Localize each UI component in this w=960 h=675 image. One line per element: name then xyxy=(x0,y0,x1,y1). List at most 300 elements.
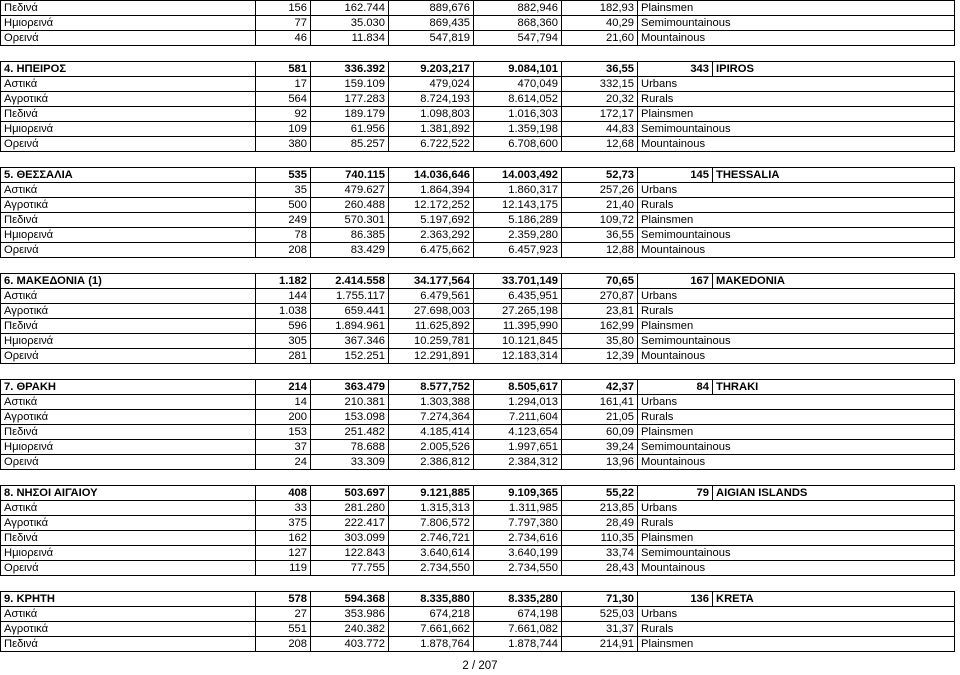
cell-population: 251.482 xyxy=(311,425,389,440)
cell-name: Αστικά xyxy=(1,289,256,304)
cell-area-agri: 2.734,550 xyxy=(474,561,562,576)
cell-population: 152.251 xyxy=(311,349,389,364)
cell-area-agri: 11.395,990 xyxy=(474,319,562,334)
cell-en: AIGIAN ISLANDS xyxy=(713,486,955,501)
cell-area-agri: 10.121,845 xyxy=(474,334,562,349)
cell-count: 578 xyxy=(256,592,311,607)
cell-name: Ημιορεινά xyxy=(1,16,256,31)
cell-area-total: 2.386,812 xyxy=(389,455,474,470)
cell-population: 2.414.558 xyxy=(311,274,389,289)
cell-area-agri: 6.435,951 xyxy=(474,289,562,304)
cell-en: Urbans xyxy=(638,183,955,198)
cell-name: Αγροτικά xyxy=(1,622,256,637)
cell-count: 535 xyxy=(256,168,311,183)
cell-en: Semimountainous xyxy=(638,16,955,31)
cell-count: 109 xyxy=(256,122,311,137)
table-row xyxy=(1,455,955,470)
cell-name: Ορεινά xyxy=(1,31,256,46)
cell-density: 71,30 xyxy=(562,592,638,607)
cell-population: 77.755 xyxy=(311,561,389,576)
cell-area-agri: 1.294,013 xyxy=(474,395,562,410)
cell-en: Rurals xyxy=(638,198,955,213)
cell-count: 249 xyxy=(256,213,311,228)
cell-count: 500 xyxy=(256,198,311,213)
region-header-row xyxy=(1,592,955,607)
table-row xyxy=(1,334,955,349)
cell-code: 343 xyxy=(638,62,713,77)
cell-area-agri: 3.640,199 xyxy=(474,546,562,561)
cell-area-agri: 1.878,744 xyxy=(474,637,562,652)
cell-area-agri: 470,049 xyxy=(474,77,562,92)
cell-density: 31,37 xyxy=(562,622,638,637)
cell-name: 7. ΘΡΑΚΗ xyxy=(1,380,256,395)
cell-area-agri: 882,946 xyxy=(474,1,562,16)
cell-name: Πεδινά xyxy=(1,107,256,122)
cell-en: Rurals xyxy=(638,410,955,425)
cell-area-total: 7.274,364 xyxy=(389,410,474,425)
table-row xyxy=(1,349,955,364)
cell-density: 525,03 xyxy=(562,607,638,622)
cell-code: 84 xyxy=(638,380,713,395)
cell-area-total: 14.036,646 xyxy=(389,168,474,183)
cell-en: Plainsmen xyxy=(638,637,955,652)
cell-en: Plainsmen xyxy=(638,213,955,228)
cell-population: 1.755.117 xyxy=(311,289,389,304)
cell-en: Mountainous xyxy=(638,31,955,46)
cell-name: Αγροτικά xyxy=(1,92,256,107)
table-row xyxy=(1,243,955,258)
cell-density: 12,68 xyxy=(562,137,638,152)
cell-name: Πεδινά xyxy=(1,213,256,228)
cell-en: Plainsmen xyxy=(638,319,955,334)
cell-area-agri: 868,360 xyxy=(474,16,562,31)
cell-area-agri: 8.335,280 xyxy=(474,592,562,607)
cell-count: 144 xyxy=(256,289,311,304)
cell-density: 213,85 xyxy=(562,501,638,516)
cell-area-agri: 2.359,280 xyxy=(474,228,562,243)
cell-population: 363.479 xyxy=(311,380,389,395)
cell-name: Ορεινά xyxy=(1,455,256,470)
cell-area-agri: 9.084,101 xyxy=(474,62,562,77)
cell-area-agri: 12.183,314 xyxy=(474,349,562,364)
cell-area-total: 6.475,662 xyxy=(389,243,474,258)
cell-area-agri: 1.997,651 xyxy=(474,440,562,455)
cell-area-agri: 8.505,617 xyxy=(474,380,562,395)
cell-area-total: 1.864,394 xyxy=(389,183,474,198)
cell-count: 37 xyxy=(256,440,311,455)
cell-name: Ημιορεινά xyxy=(1,440,256,455)
blank-row xyxy=(1,258,955,274)
table-row xyxy=(1,546,955,561)
table-row xyxy=(1,16,955,31)
cell-population: 222.417 xyxy=(311,516,389,531)
cell-population: 85.257 xyxy=(311,137,389,152)
cell-area-total: 3.640,614 xyxy=(389,546,474,561)
cell-count: 1.038 xyxy=(256,304,311,319)
cell-density: 12,88 xyxy=(562,243,638,258)
cell-population: 353.986 xyxy=(311,607,389,622)
cell-population: 189.179 xyxy=(311,107,389,122)
table-row xyxy=(1,410,955,425)
cell-area-agri: 5.186,289 xyxy=(474,213,562,228)
cell-density: 23,81 xyxy=(562,304,638,319)
cell-en: Mountainous xyxy=(638,137,955,152)
cell-count: 1.182 xyxy=(256,274,311,289)
blank-cell xyxy=(1,258,955,274)
cell-population: 35.030 xyxy=(311,16,389,31)
cell-count: 200 xyxy=(256,410,311,425)
table-row xyxy=(1,122,955,137)
cell-area-total: 34.177,564 xyxy=(389,274,474,289)
cell-density: 21,05 xyxy=(562,410,638,425)
cell-area-total: 8.724,193 xyxy=(389,92,474,107)
table-row xyxy=(1,319,955,334)
table-row xyxy=(1,637,955,652)
cell-area-agri: 6.457,923 xyxy=(474,243,562,258)
cell-density: 33,74 xyxy=(562,546,638,561)
cell-en: Semimountainous xyxy=(638,546,955,561)
cell-density: 39,24 xyxy=(562,440,638,455)
table-row xyxy=(1,183,955,198)
cell-count: 119 xyxy=(256,561,311,576)
cell-density: 28,49 xyxy=(562,516,638,531)
cell-density: 257,26 xyxy=(562,183,638,198)
table-row xyxy=(1,425,955,440)
cell-en: Urbans xyxy=(638,501,955,516)
cell-count: 380 xyxy=(256,137,311,152)
cell-count: 214 xyxy=(256,380,311,395)
table-row xyxy=(1,395,955,410)
cell-density: 42,37 xyxy=(562,380,638,395)
cell-area-total: 2.005,526 xyxy=(389,440,474,455)
cell-area-agri: 8.614,052 xyxy=(474,92,562,107)
cell-population: 86.385 xyxy=(311,228,389,243)
table-row xyxy=(1,501,955,516)
cell-count: 127 xyxy=(256,546,311,561)
cell-density: 109,72 xyxy=(562,213,638,228)
cell-count: 35 xyxy=(256,183,311,198)
cell-population: 336.392 xyxy=(311,62,389,77)
cell-area-total: 9.121,885 xyxy=(389,486,474,501)
page-number: 2 / 207 xyxy=(462,660,498,672)
blank-cell xyxy=(1,470,955,486)
cell-area-total: 6.479,561 xyxy=(389,289,474,304)
cell-name: 6. ΜΑΚΕΔΟΝΙΑ (1) xyxy=(1,274,256,289)
cell-count: 27 xyxy=(256,607,311,622)
cell-area-total: 5.197,692 xyxy=(389,213,474,228)
cell-density: 60,09 xyxy=(562,425,638,440)
blank-row xyxy=(1,364,955,380)
table-row xyxy=(1,213,955,228)
cell-count: 551 xyxy=(256,622,311,637)
cell-code: 79 xyxy=(638,486,713,501)
cell-name: Ορεινά xyxy=(1,243,256,258)
cell-name: Αστικά xyxy=(1,77,256,92)
cell-density: 44,83 xyxy=(562,122,638,137)
cell-name: Ορεινά xyxy=(1,561,256,576)
cell-area-agri: 2.384,312 xyxy=(474,455,562,470)
cell-density: 21,40 xyxy=(562,198,638,213)
region-header-row xyxy=(1,380,955,395)
cell-name: Αγροτικά xyxy=(1,304,256,319)
table-row xyxy=(1,31,955,46)
cell-name: Ημιορεινά xyxy=(1,334,256,349)
cell-en: Mountainous xyxy=(638,561,955,576)
cell-population: 594.368 xyxy=(311,592,389,607)
blank-row xyxy=(1,470,955,486)
table-body xyxy=(1,1,955,652)
cell-area-agri: 7.661,082 xyxy=(474,622,562,637)
cell-area-agri: 4.123,654 xyxy=(474,425,562,440)
cell-density: 161,41 xyxy=(562,395,638,410)
cell-en: Semimountainous xyxy=(638,334,955,349)
table-row xyxy=(1,1,955,16)
cell-area-total: 869,435 xyxy=(389,16,474,31)
cell-density: 40,29 xyxy=(562,16,638,31)
table-row xyxy=(1,137,955,152)
cell-area-total: 2.734,550 xyxy=(389,561,474,576)
cell-count: 77 xyxy=(256,16,311,31)
cell-name: Πεδινά xyxy=(1,531,256,546)
cell-name: Ορεινά xyxy=(1,137,256,152)
cell-population: 162.744 xyxy=(311,1,389,16)
cell-population: 503.697 xyxy=(311,486,389,501)
cell-count: 208 xyxy=(256,637,311,652)
cell-area-total: 479,024 xyxy=(389,77,474,92)
cell-area-agri: 14.003,492 xyxy=(474,168,562,183)
cell-area-total: 27.698,003 xyxy=(389,304,474,319)
cell-name: Αγροτικά xyxy=(1,410,256,425)
cell-count: 596 xyxy=(256,319,311,334)
cell-population: 61.956 xyxy=(311,122,389,137)
region-header-row xyxy=(1,274,955,289)
blank-cell xyxy=(1,152,955,168)
cell-density: 13,96 xyxy=(562,455,638,470)
cell-name: Πεδινά xyxy=(1,637,256,652)
table-row xyxy=(1,607,955,622)
cell-area-total: 2.746,721 xyxy=(389,531,474,546)
cell-name: Αστικά xyxy=(1,183,256,198)
region-header-row xyxy=(1,486,955,501)
cell-en: Semimountainous xyxy=(638,228,955,243)
cell-en: Rurals xyxy=(638,304,955,319)
cell-count: 408 xyxy=(256,486,311,501)
table-row xyxy=(1,440,955,455)
cell-name: 4. ΗΠΕΙΡΟΣ xyxy=(1,62,256,77)
cell-en: Rurals xyxy=(638,622,955,637)
cell-en: Rurals xyxy=(638,92,955,107)
cell-name: Αστικά xyxy=(1,395,256,410)
cell-population: 177.283 xyxy=(311,92,389,107)
cell-count: 564 xyxy=(256,92,311,107)
cell-area-total: 8.577,752 xyxy=(389,380,474,395)
cell-en: THESSALIA xyxy=(713,168,955,183)
cell-density: 55,22 xyxy=(562,486,638,501)
cell-code: 136 xyxy=(638,592,713,607)
cell-area-agri: 1.860,317 xyxy=(474,183,562,198)
cell-code: 167 xyxy=(638,274,713,289)
cell-area-total: 1.381,892 xyxy=(389,122,474,137)
cell-en: Rurals xyxy=(638,516,955,531)
cell-area-total: 1.098,803 xyxy=(389,107,474,122)
cell-en: IPIROS xyxy=(713,62,955,77)
cell-area-agri: 1.359,198 xyxy=(474,122,562,137)
table-row xyxy=(1,107,955,122)
cell-name: Ημιορεινά xyxy=(1,228,256,243)
cell-area-total: 889,676 xyxy=(389,1,474,16)
cell-population: 78.688 xyxy=(311,440,389,455)
cell-name: 9. ΚΡΗΤΗ xyxy=(1,592,256,607)
cell-name: Ημιορεινά xyxy=(1,122,256,137)
cell-density: 70,65 xyxy=(562,274,638,289)
cell-density: 162,99 xyxy=(562,319,638,334)
cell-population: 153.098 xyxy=(311,410,389,425)
cell-en: KRETA xyxy=(713,592,955,607)
cell-population: 11.834 xyxy=(311,31,389,46)
cell-population: 281.280 xyxy=(311,501,389,516)
table-row xyxy=(1,77,955,92)
cell-area-agri: 1.016,303 xyxy=(474,107,562,122)
cell-name: Ημιορεινά xyxy=(1,546,256,561)
cell-en: Plainsmen xyxy=(638,1,955,16)
cell-count: 78 xyxy=(256,228,311,243)
cell-count: 92 xyxy=(256,107,311,122)
cell-population: 570.301 xyxy=(311,213,389,228)
cell-population: 83.429 xyxy=(311,243,389,258)
cell-en: MAKEDONIA xyxy=(713,274,955,289)
cell-area-total: 10.259,781 xyxy=(389,334,474,349)
cell-density: 332,15 xyxy=(562,77,638,92)
cell-area-total: 12.172,252 xyxy=(389,198,474,213)
cell-area-total: 2.363,292 xyxy=(389,228,474,243)
cell-code: 145 xyxy=(638,168,713,183)
cell-population: 122.843 xyxy=(311,546,389,561)
cell-area-total: 9.203,217 xyxy=(389,62,474,77)
cell-en: Plainsmen xyxy=(638,107,955,122)
table-row xyxy=(1,92,955,107)
cell-density: 20,32 xyxy=(562,92,638,107)
cell-en: Semimountainous xyxy=(638,440,955,455)
cell-count: 153 xyxy=(256,425,311,440)
table-row xyxy=(1,198,955,213)
cell-population: 479.627 xyxy=(311,183,389,198)
cell-area-total: 674,218 xyxy=(389,607,474,622)
cell-name: Πεδινά xyxy=(1,425,256,440)
cell-count: 46 xyxy=(256,31,311,46)
cell-en: Urbans xyxy=(638,607,955,622)
cell-en: Urbans xyxy=(638,289,955,304)
cell-area-total: 4.185,414 xyxy=(389,425,474,440)
cell-area-agri: 7.211,604 xyxy=(474,410,562,425)
cell-area-total: 11.625,892 xyxy=(389,319,474,334)
cell-density: 52,73 xyxy=(562,168,638,183)
cell-en: Mountainous xyxy=(638,243,955,258)
cell-density: 35,80 xyxy=(562,334,638,349)
cell-area-total: 12.291,891 xyxy=(389,349,474,364)
region-header-row xyxy=(1,62,955,77)
cell-count: 305 xyxy=(256,334,311,349)
cell-name: 5. ΘΕΣΣΑΛΙΑ xyxy=(1,168,256,183)
cell-population: 159.109 xyxy=(311,77,389,92)
cell-area-agri: 547,794 xyxy=(474,31,562,46)
cell-density: 21,60 xyxy=(562,31,638,46)
cell-area-total: 1.315,313 xyxy=(389,501,474,516)
region-header-row xyxy=(1,168,955,183)
cell-area-agri: 12.143,175 xyxy=(474,198,562,213)
cell-name: Πεδινά xyxy=(1,1,256,16)
cell-area-total: 547,819 xyxy=(389,31,474,46)
cell-density: 270,87 xyxy=(562,289,638,304)
cell-population: 403.772 xyxy=(311,637,389,652)
cell-population: 740.115 xyxy=(311,168,389,183)
table-row xyxy=(1,228,955,243)
table-row xyxy=(1,304,955,319)
cell-count: 156 xyxy=(256,1,311,16)
cell-population: 210.381 xyxy=(311,395,389,410)
cell-name: Ορεινά xyxy=(1,349,256,364)
cell-count: 17 xyxy=(256,77,311,92)
table-row xyxy=(1,622,955,637)
blank-cell xyxy=(1,364,955,380)
cell-area-agri: 6.708,600 xyxy=(474,137,562,152)
blank-cell xyxy=(1,576,955,592)
blank-row xyxy=(1,152,955,168)
cell-area-agri: 674,198 xyxy=(474,607,562,622)
blank-cell xyxy=(1,46,955,62)
cell-density: 36,55 xyxy=(562,62,638,77)
cell-area-total: 1.303,388 xyxy=(389,395,474,410)
cell-area-agri: 2.734,616 xyxy=(474,531,562,546)
cell-density: 110,35 xyxy=(562,531,638,546)
cell-count: 162 xyxy=(256,531,311,546)
cell-density: 172,17 xyxy=(562,107,638,122)
cell-area-total: 7.806,572 xyxy=(389,516,474,531)
cell-en: Semimountainous xyxy=(638,122,955,137)
cell-name: Πεδινά xyxy=(1,319,256,334)
cell-density: 214,91 xyxy=(562,637,638,652)
cell-density: 12,39 xyxy=(562,349,638,364)
cell-count: 375 xyxy=(256,516,311,531)
blank-row xyxy=(1,576,955,592)
cell-population: 240.382 xyxy=(311,622,389,637)
cell-area-agri: 27.265,198 xyxy=(474,304,562,319)
cell-en: Mountainous xyxy=(638,349,955,364)
cell-count: 24 xyxy=(256,455,311,470)
blank-row xyxy=(1,46,955,62)
cell-name: Αγροτικά xyxy=(1,516,256,531)
cell-density: 182,93 xyxy=(562,1,638,16)
cell-population: 33.309 xyxy=(311,455,389,470)
cell-area-agri: 7.797,380 xyxy=(474,516,562,531)
cell-count: 581 xyxy=(256,62,311,77)
cell-count: 208 xyxy=(256,243,311,258)
cell-area-agri: 33.701,149 xyxy=(474,274,562,289)
cell-area-total: 8.335,880 xyxy=(389,592,474,607)
cell-en: Urbans xyxy=(638,395,955,410)
cell-population: 303.099 xyxy=(311,531,389,546)
table-row xyxy=(1,531,955,546)
table-row xyxy=(1,561,955,576)
cell-count: 33 xyxy=(256,501,311,516)
cell-en: Mountainous xyxy=(638,455,955,470)
cell-area-total: 7.661,662 xyxy=(389,622,474,637)
cell-population: 367.346 xyxy=(311,334,389,349)
cell-count: 281 xyxy=(256,349,311,364)
cell-area-agri: 1.311,985 xyxy=(474,501,562,516)
cell-population: 659.441 xyxy=(311,304,389,319)
table-row xyxy=(1,289,955,304)
cell-name: Αγροτικά xyxy=(1,198,256,213)
